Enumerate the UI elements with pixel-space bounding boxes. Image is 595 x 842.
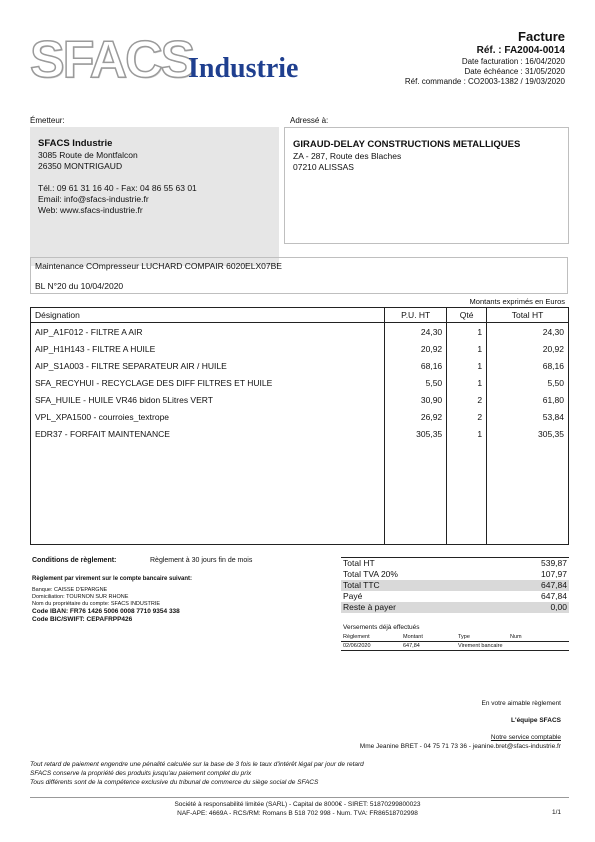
total-ht-row xyxy=(341,558,569,570)
remaining-row xyxy=(341,602,569,613)
cell-designation: SFA_HUILE - HUILE VR46 bidon 5Litres VERT xyxy=(31,391,385,408)
invoice-date: Date facturation : 16/04/2020 xyxy=(461,57,565,66)
emitter-address2: 26350 MONTRIGAUD xyxy=(38,161,123,171)
table-header-row xyxy=(31,308,569,323)
versements-title: Versements déjà effectués xyxy=(343,624,420,631)
emitter-email: Email: info@sfacs-industrie.fr xyxy=(38,194,149,204)
legal-note: Tout retard de paiement engendre une pénalité calculée sur la base de 3 fois le taux d'intérêt légal par jour de retard xyxy=(30,761,364,768)
cell-designation: VPL_XPA1500 - courroies_textrope xyxy=(31,408,385,425)
cell-designation: AIP_H1H143 - FILTRE A HUILE xyxy=(31,340,385,357)
invoice-object-box xyxy=(30,257,568,294)
payment-conditions-value: Règlement à 30 jours fin de mois xyxy=(150,557,253,564)
closing-signature: L'équipe SFACS xyxy=(511,717,561,724)
addressee-label: Adressé à: xyxy=(290,116,329,125)
table-row xyxy=(31,340,569,357)
table-row xyxy=(31,391,569,408)
logo-sfacs-text: SFACS xyxy=(30,31,194,89)
emitter-label: Émetteur: xyxy=(30,116,65,125)
col-header-unit-price: P.U. HT xyxy=(385,308,447,323)
cell-unit-price: 24,30 xyxy=(385,323,447,341)
cell-unit-price: 5,50 xyxy=(385,374,447,391)
total-tva-row xyxy=(341,569,569,580)
table-row xyxy=(31,357,569,374)
table-row xyxy=(31,374,569,391)
vers-header-type: Type xyxy=(456,633,508,642)
cell-unit-price: 305,35 xyxy=(385,425,447,442)
addressee-name: GIRAUD-DELAY CONSTRUCTIONS METALLIQUES xyxy=(293,139,521,150)
table-row xyxy=(31,408,569,425)
cell-qty: 1 xyxy=(447,323,487,341)
cell-unit-price: 20,92 xyxy=(385,340,447,357)
vers-header-reglement: Règlement xyxy=(341,633,401,642)
cell-qty: 2 xyxy=(447,391,487,408)
footer-divider xyxy=(30,797,569,798)
remaining-value: 0,00 xyxy=(492,602,569,613)
cell-qty: 1 xyxy=(447,425,487,442)
addressee-address2: 07210 ALISSAS xyxy=(293,162,354,172)
cell-designation: EDR37 - FORFAIT MAINTENANCE xyxy=(31,425,385,442)
due-date: Date échéance : 31/05/2020 xyxy=(464,67,565,76)
emitter-address1: 3085 Route de Montfalcon xyxy=(38,150,138,160)
cell-total: 68,16 xyxy=(487,357,569,374)
vers-header-montant: Montant xyxy=(401,633,456,642)
invoice-ref: Réf. : FA2004-0014 xyxy=(476,45,565,56)
paid-label: Payé xyxy=(343,591,363,601)
logo-industrie-text: Industrie xyxy=(188,53,299,84)
cell-total: 53,84 xyxy=(487,408,569,425)
cell-qty: 1 xyxy=(447,374,487,391)
col-header-qty: Qté xyxy=(447,308,487,323)
table-filler-row xyxy=(31,442,569,545)
total-tva-label: Total TVA 20% xyxy=(343,569,398,579)
legal-note: Tous différents sont de la compétence exclusive du tribunal de commerce du siège social de SFACS xyxy=(30,779,319,786)
cell-qty: 2 xyxy=(447,408,487,425)
total-ttc-value: 647,84 xyxy=(492,580,569,591)
emitter-web: Web: www.sfacs-industrie.fr xyxy=(38,205,143,215)
vers-header-num: Num xyxy=(508,633,569,642)
cell-total: 5,50 xyxy=(487,374,569,391)
virement-title: Règlement par virement sur le compte bancaire suivant: xyxy=(32,576,193,582)
bank-name: Banque: CAISSE D'EPARGNE xyxy=(32,587,108,593)
emitter-box xyxy=(30,127,279,266)
cell-qty: 1 xyxy=(447,340,487,357)
cell-unit-price: 26,92 xyxy=(385,408,447,425)
object-line2: BL N°20 du 10/04/2020 xyxy=(35,281,124,291)
paid-row xyxy=(341,591,569,602)
legal-notes xyxy=(30,760,364,787)
company-logo xyxy=(30,31,320,90)
table-row xyxy=(31,323,569,341)
vers-date: 02/06/2020 xyxy=(341,642,401,651)
footer-line2: NAF-APE: 4669A - RCS/RM: Romans B 518 702 998 - Num. TVA: FR86518702998 xyxy=(177,810,418,817)
invoice-title: Facture xyxy=(518,29,565,44)
addressee-box xyxy=(284,127,569,244)
emitter-name: SFACS Industrie xyxy=(38,138,113,149)
closing-service: Notre service comptable xyxy=(490,734,561,741)
cell-total: 20,92 xyxy=(487,340,569,357)
paid-value: 647,84 xyxy=(541,591,567,601)
col-header-total: Total HT xyxy=(487,308,569,323)
total-tva-value: 107,97 xyxy=(541,569,567,579)
footer-line1: Société à responsabilité limitée (SARL) - Capital de 8000€ - SIRET: 51870299800023 xyxy=(174,801,421,808)
order-ref: Réf. commande : CO2003-1382 / 19/03/2020 xyxy=(404,77,565,86)
bank-iban: Code IBAN: FR76 1426 5006 0008 7710 9354 338 xyxy=(32,608,180,615)
cell-total: 24,30 xyxy=(487,323,569,341)
cell-total: 61,80 xyxy=(487,391,569,408)
payment-conditions-label: Conditions de règlement: xyxy=(32,557,117,564)
legal-note: SFACS conserve la propriété des produits jusqu'au paiement complet du prix xyxy=(30,770,252,777)
closing-line1: En votre aimable règlement xyxy=(481,700,561,707)
bank-domiciliation: Domiciliation: TOURNON SUR RHONE xyxy=(32,594,129,600)
table-row xyxy=(31,425,569,442)
currency-note: Montants exprimés en Euros xyxy=(469,297,565,306)
vers-type: Virement bancaire xyxy=(456,642,508,651)
cell-designation: AIP_S1A003 - FILTRE SEPARATEUR AIR / HUILE xyxy=(31,357,385,374)
bank-details xyxy=(32,587,180,624)
invoice-header xyxy=(405,30,565,87)
totals-table xyxy=(341,557,569,613)
table-row xyxy=(341,642,569,651)
page-number: 1/1 xyxy=(551,809,561,816)
emitter-phone: Tél.: 09 61 31 16 40 - Fax: 04 86 55 63 01 xyxy=(38,183,197,193)
cell-unit-price: 30,90 xyxy=(385,391,447,408)
total-ttc-row xyxy=(341,580,569,591)
total-ht-value: 539,87 xyxy=(492,558,569,570)
cell-qty: 1 xyxy=(447,357,487,374)
remaining-label: Reste à payer xyxy=(341,602,492,613)
cell-designation: AIP_A1F012 - FILTRE A AIR xyxy=(31,323,385,341)
vers-num xyxy=(508,642,569,651)
invoice-lines-table xyxy=(30,307,569,545)
versements-header-row xyxy=(341,633,569,642)
total-ttc-label: Total TTC xyxy=(341,580,492,591)
total-ht-label: Total HT xyxy=(341,558,492,570)
bank-bic: Code BIC/SWIFT: CEPAFRPP426 xyxy=(32,616,133,623)
object-line1: Maintenance COmpresseur LUCHARD COMPAIR 6020ELX07BE xyxy=(35,261,282,271)
col-header-designation: Désignation xyxy=(31,308,385,323)
addressee-address1: ZA - 287, Route des Blaches xyxy=(293,151,402,161)
vers-amount: 647,84 xyxy=(401,642,456,651)
bank-owner: Nom du propriétaire du compte: SFACS INDUSTRIE xyxy=(32,601,161,607)
cell-designation: SFA_RECYHUI - RECYCLAGE DES DIFF FILTRES ET HUILE xyxy=(31,374,385,391)
cell-total: 305,35 xyxy=(487,425,569,442)
closing-contact: Mme Jeanine BRET - 04 75 71 73 36 - jeanine.bret@sfacs-industrie.fr xyxy=(359,743,561,750)
versements-table xyxy=(341,633,569,651)
cell-unit-price: 68,16 xyxy=(385,357,447,374)
